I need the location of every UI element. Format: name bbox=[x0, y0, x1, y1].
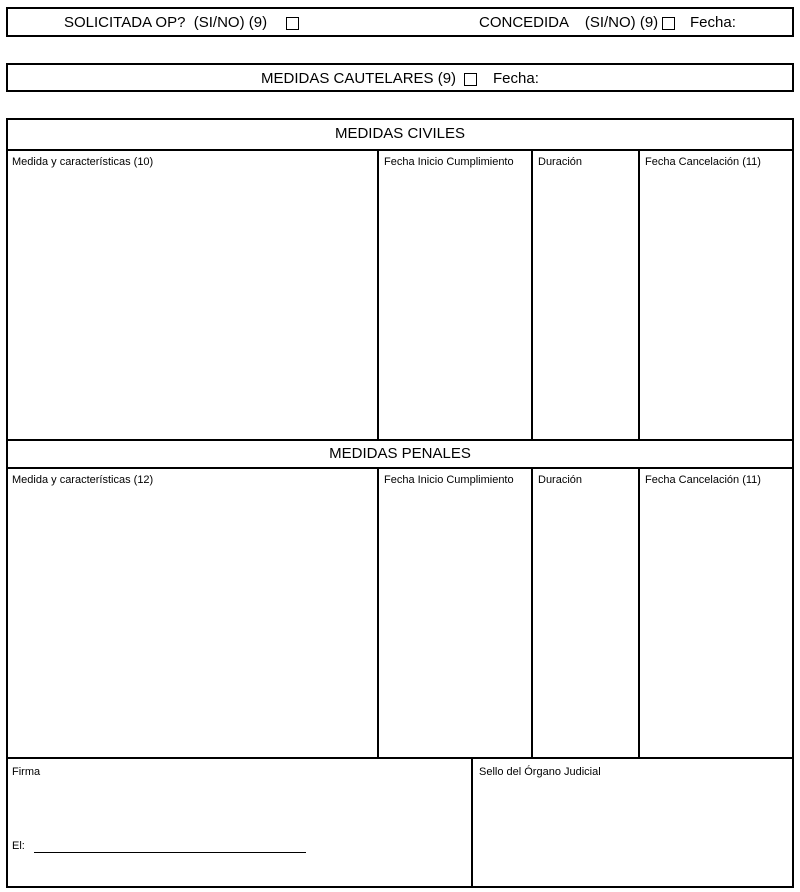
firma-cell[interactable] bbox=[8, 758, 471, 886]
cautelares-label: MEDIDAS CAUTELARES (9) bbox=[261, 70, 457, 87]
penales-col-fecha-inicio: Fecha Inicio Cumplimiento bbox=[384, 474, 514, 486]
column-divider bbox=[531, 150, 533, 440]
civiles-col-fecha-cancelacion: Fecha Cancelación (11) bbox=[645, 156, 761, 168]
column-divider bbox=[638, 150, 640, 440]
penales-title: MEDIDAS PENALES bbox=[329, 445, 471, 462]
divider bbox=[8, 149, 792, 151]
signature-line[interactable] bbox=[34, 852, 306, 853]
medidas-table bbox=[6, 118, 794, 888]
penales-col-duracion: Duración bbox=[538, 474, 583, 486]
el-label: El: bbox=[12, 840, 25, 852]
cautelares-fecha-label: Fecha: bbox=[493, 70, 539, 87]
concedida-checkbox[interactable] bbox=[662, 15, 675, 32]
concedida-fecha-label: Fecha: bbox=[690, 14, 736, 31]
civiles-title: MEDIDAS CIVILES bbox=[334, 125, 466, 142]
penales-col-fecha-cancelacion: Fecha Cancelación (11) bbox=[645, 474, 761, 486]
sello-cell bbox=[473, 758, 792, 886]
column-divider bbox=[377, 468, 379, 758]
penales-col-medida: Medida y características (12) bbox=[12, 474, 154, 486]
cautelares-checkbox[interactable] bbox=[464, 71, 477, 88]
cautelares-row bbox=[6, 63, 794, 92]
civiles-col-duracion: Duración bbox=[538, 156, 583, 168]
solicitud-row bbox=[6, 7, 794, 37]
sello-label: Sello del Órgano Judicial bbox=[479, 766, 601, 778]
civiles-col-fecha-inicio: Fecha Inicio Cumplimiento bbox=[384, 156, 514, 168]
civiles-col-medida: Medida y características (10) bbox=[12, 156, 154, 168]
column-divider bbox=[531, 468, 533, 758]
firma-label: Firma bbox=[12, 766, 41, 778]
solicitada-checkbox[interactable] bbox=[286, 15, 299, 32]
divider bbox=[8, 439, 792, 441]
divider bbox=[8, 467, 792, 469]
concedida-label: CONCEDIDA (SI/NO) (9) bbox=[479, 14, 659, 31]
column-divider bbox=[638, 468, 640, 758]
column-divider bbox=[377, 150, 379, 440]
solicitada-label: SOLICITADA OP? (SI/NO) (9) bbox=[64, 14, 268, 31]
